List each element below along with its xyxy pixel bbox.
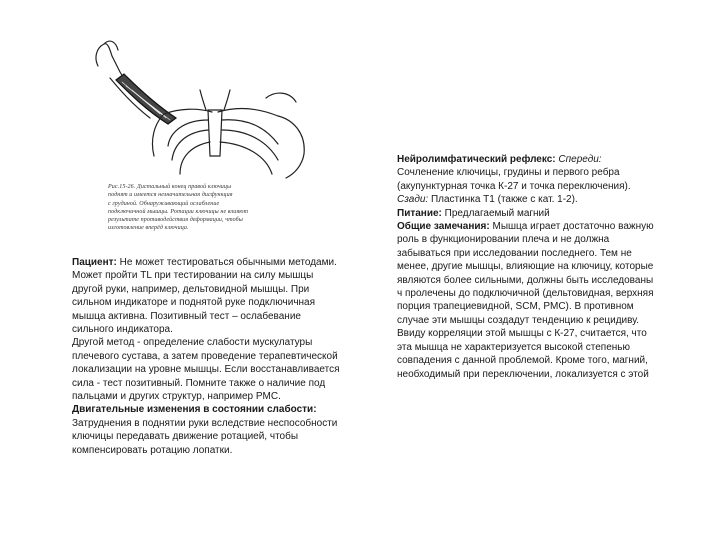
right-column [397,153,659,381]
caption-line: подключичной мышцы. Ротации ключицы не влияют [108,208,249,215]
nutrition-paragraph [397,207,659,220]
caption-line: с грудиной. Обнаруживающий ослабление [108,200,220,207]
figure-caption [108,183,313,233]
caption-line: Рис.15-26. Дистальный конец правой ключицы [108,184,232,190]
back-label: Сзади: [397,194,429,206]
clavicle-left [218,109,278,116]
caption-line: изготовление вперёд ключица. [108,225,189,232]
back-paragraph [397,193,659,206]
left-column [72,256,344,457]
sternum [208,110,222,156]
other-method-paragraph: Другой метод - определение слабости мускулатуры плечевого сустава, а затем проведение терапевтической локализации на уровне мышцы. Если восстанавливается сила - тест позитивный. Помните также о наличие под пальцами и других структур, например PMC. [72,337,340,403]
neurolymphatic-paragraph [397,153,659,193]
general-label: Общие замечания: [397,221,490,233]
caption-line: результате противодействия деформации, чтобы [108,217,243,224]
nutrition-text: Предлагаемый магний [441,207,550,219]
front-text: Сочленение ключицы, грудины и первого ребра (акупунктурная точка К-27 и точка переключения). [397,167,631,192]
neurolymphatic-label: Нейролимфатический рефлекс: [397,154,556,165]
caption-line: поднят и имеется незначительная дисфункция [108,192,233,199]
patient-label: Пациент: [72,257,117,268]
patient-text: Не может тестироваться обычными методами. Может пройти TL при тестировании на силу мышцы другой руки, например, дельтовидной мышцы. При сильном индикаторе и поднятой руке подключичная мышца активна. Позитивный тест – ослабевание сильного индикатора. [72,257,337,336]
patient-paragraph [72,256,344,336]
clavicle-right [164,109,212,114]
subclavius-muscle [116,74,176,124]
general-paragraph [397,220,659,327]
motor-text: Затруднения в поднятии руки вследствие неспособности ключицы передавать движение ротацией, чтобы компенсировать ротацию лопатки. [72,417,338,456]
final-paragraph: Ввиду корреляции этой мышцы с К-27, считается, что эта мышца не характеризуется высокой степенью совпадения с данной проблемой. Кроме того, магний, необходимый при переключении, локализуется с этой [397,328,649,380]
general-text: Мышца играет достаточно важную роль в функционировании плеча и не должна забываться при исследовании последнего. Тем не менее, другие мышцы, влияющие на ключицу, которые являются более сильными, должны быть исследованы ч пролечены до подключичной (дельтовидная, верхняя порция трапециевидной, SCM, PMC). В противном случае эти мышцы создадут тенденцию к рецидиву. [397,221,654,326]
back-text: Пластинка T1 (также с кат. 1-2). [428,194,578,206]
nutrition-label: Питание: [397,207,442,219]
anatomy-illustration [80,28,320,188]
motor-label: Двигательные изменения в состоянии слабости: [72,404,317,416]
motor-paragraph [72,403,344,457]
front-label: Спереди: [555,154,602,165]
